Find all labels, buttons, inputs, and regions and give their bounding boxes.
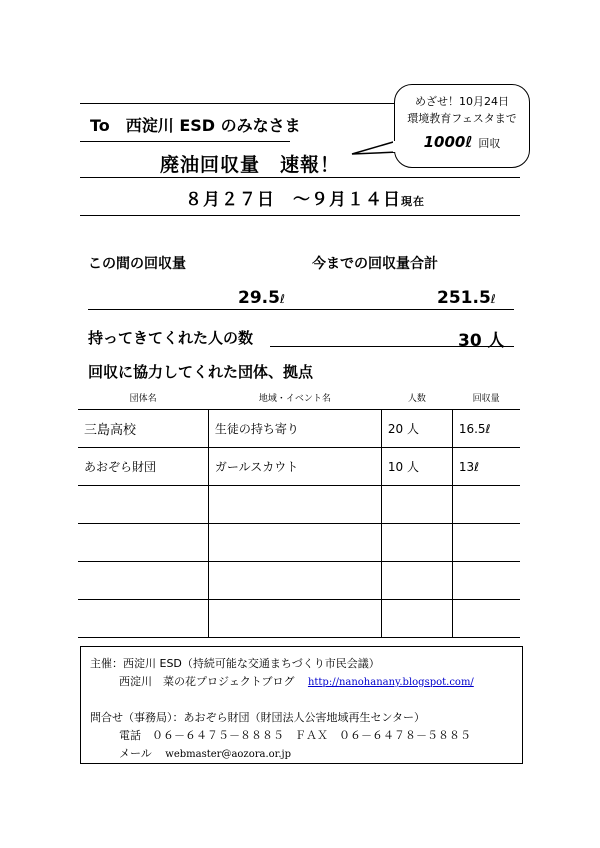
cell-amount: [452, 562, 520, 600]
cell-event: 生徒の持ち寄り: [208, 410, 381, 448]
mail-line: [119, 745, 291, 761]
goal-suffix: 回収: [478, 137, 501, 150]
cell-amount: 13ℓ: [452, 448, 520, 486]
bubble-line1: めざせ！10月24日: [415, 95, 509, 108]
cell-event: [208, 600, 381, 638]
cell-amount: 16.5ℓ: [452, 410, 520, 448]
groups-heading: 回収に協力してくれた団体、拠点: [88, 363, 314, 381]
phone-line: 電話 ０６－６４７５－８８８５ ＦＡＸ ０６－６４７８－５８８５: [119, 729, 471, 742]
people-value: 30 人: [458, 331, 505, 351]
table-row: [78, 486, 520, 524]
goal-amount: 1000ℓ: [423, 133, 473, 151]
people-label: 持ってきてくれた人の数: [88, 329, 254, 347]
col-header-people: 人数: [381, 385, 452, 410]
blog-label: 西淀川 菜の花プロジェクトブログ: [119, 675, 295, 688]
amount-underline: [88, 309, 514, 310]
table-header-row: [78, 385, 520, 410]
mail-label: メール: [119, 747, 152, 760]
contact-line: 問合せ（事務局）：あおぞら財団（財団法人公害地域再生センター）: [90, 711, 426, 724]
total-amount-label: 今までの回収量合計: [312, 256, 438, 272]
cell-group: 三島高校: [78, 410, 208, 448]
total-amount-value: 251.5: [437, 288, 491, 308]
cell-amount: [452, 524, 520, 562]
cell-amount: [452, 600, 520, 638]
cell-people: 20 人: [381, 410, 452, 448]
period-amount: [238, 288, 285, 308]
cell-group: [78, 562, 208, 600]
cell-event: [208, 524, 381, 562]
cell-people: [381, 524, 452, 562]
blog-link[interactable]: http://nanohanany.blogspot.com/: [307, 677, 474, 688]
contact-box: [80, 646, 523, 764]
page-title: 廃油回収量 速報！: [160, 154, 341, 176]
cell-people: 10 人: [381, 448, 452, 486]
goal-bubble: [394, 84, 530, 168]
bubble-goal-line: [401, 133, 523, 151]
bubble-tail-join: [393, 141, 397, 152]
cell-people: [381, 600, 452, 638]
col-header-event: 地域・イベント名: [208, 385, 381, 410]
cell-event: [208, 486, 381, 524]
bubble-line2: 環境教育フェスタまで: [407, 112, 517, 125]
cell-people: [381, 562, 452, 600]
table-row: [78, 600, 520, 638]
organizer-line: 主催：西淀川 ESD（持続可能な交通まちづくり市民会議）: [90, 657, 380, 670]
cell-event: ガールスカウト: [208, 448, 381, 486]
table-row: [78, 410, 520, 448]
table-row: [78, 562, 520, 600]
total-amount-unit: ℓ: [490, 292, 496, 306]
period-amount-unit: ℓ: [279, 292, 285, 306]
col-header-group: 団体名: [78, 385, 208, 410]
cell-group: [78, 600, 208, 638]
cell-group: [78, 524, 208, 562]
table-row: [78, 448, 520, 486]
cell-group: あおぞら財団: [78, 448, 208, 486]
col-header-amount: 回収量: [452, 385, 520, 410]
cell-people: [381, 486, 452, 524]
total-amount: [437, 288, 496, 308]
period-amount-value: 29.5: [238, 288, 280, 308]
cell-amount: [452, 486, 520, 524]
period-suffix: 現在: [401, 195, 425, 208]
contributors-table: [78, 385, 520, 638]
blog-line: [119, 673, 474, 689]
period-dates: ８月２７日 ～９月１４日: [185, 190, 401, 210]
cell-group: [78, 486, 208, 524]
period-amount-label: この間の回収量: [88, 256, 186, 272]
mail-address[interactable]: webmaster@aozora.or.jp: [165, 749, 292, 760]
table-row: [78, 524, 520, 562]
people-underline: [270, 346, 514, 347]
cell-event: [208, 562, 381, 600]
header-bottom-rule: [80, 215, 520, 216]
recipient-line: To 西淀川 ESD のみなさま: [90, 116, 301, 135]
